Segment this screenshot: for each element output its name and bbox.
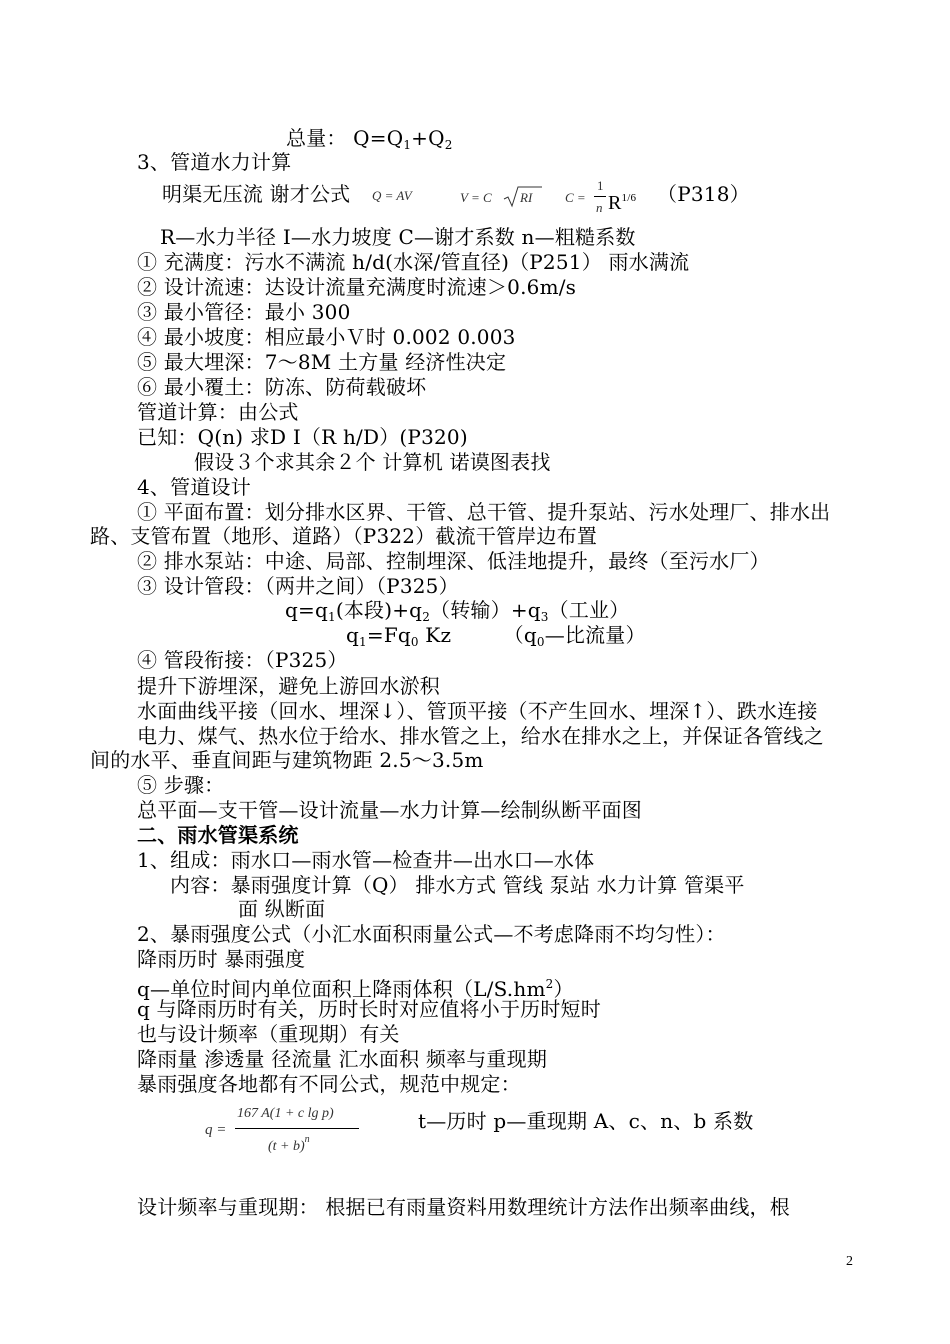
assume-line: 假设３个求其余２个 计算机 诺谟图表找 [194,450,551,474]
steps-sequence: 总平面—支干管—设计流量—水力计算—绘制纵断平面图 [137,798,642,822]
formula-v-c: V = C [460,190,492,205]
design-frequency-line: 设计频率与重现期： 根据已有雨量资料用数理统计方法作出频率曲线，根 [137,1195,790,1219]
section-heading-hydraulic: 3、管道水力计算 [137,150,292,174]
storm-formula-q: q = [205,1122,227,1138]
intensity-formula-intro: 暴雨强度各地都有不同公式，规范中规定： [137,1072,521,1096]
item-plan-layout-cont: 路、支管布置（地形、道路）（P322）截流干管岸边布置 [90,524,598,548]
rainwater-composition: 1、组成：雨水口—雨水管—检查井—出水口—水体 [137,848,595,872]
storm-intensity-heading: 2、暴雨强度公式（小汇水面积雨量公式—不考虑降雨不均匀性）： [137,922,726,946]
joint-note: 提升下游埋深，避免上游回水淤积 [137,674,440,698]
joint-methods: 水面曲线平接（回水、埋深↓）、管顶平接（不产生回水、埋深↑）、跌水连接 [137,699,818,723]
formula-part: Kz （q [418,623,537,647]
formula-part: =Fq [366,623,411,647]
storm-formula-legend: t—历时 p—重现期 A、c、n、b 系数 [418,1109,754,1133]
item-min-diameter: ③ 最小管径：最小 300 [137,300,351,324]
page-number: 2 [846,1254,853,1269]
formula-part: （转输）+q [430,598,541,622]
formula-q-av: Q = AV [372,188,412,203]
denominator-base: (t + b) [268,1139,305,1154]
formula-c-eq: C = [565,190,586,205]
subscript: 3 [540,610,549,624]
q-frequency-relation: 也与设计频率（重现期）有关 [137,1022,400,1046]
item-max-depth: ⑤ 最大埋深：7～8M 土方量 经济性决定 [137,350,507,374]
item-min-cover: ⑥ 最小覆土：防冻、防荷载破坏 [137,375,427,399]
chezy-reference: （P318） [657,182,750,206]
rain-terms: 降雨量 渗透量 径流量 汇水面积 频率与重现期 [137,1047,548,1071]
utility-layout-cont: 间的水平、垂直间距与建筑物距 2.5～3.5m [90,748,484,772]
item-design-segment: ③ 设计管段：（两井之间）（P325） [137,574,459,598]
known-values-line: 已知：Q(n) 求D I（R h/D）(P320) [137,425,468,449]
storm-fraction-line [235,1128,359,1129]
subscript: 0 [410,635,419,649]
formula-part: q=q [285,598,328,622]
subscript: 0 [536,635,545,649]
item-segment-joint: ④ 管段衔接：（P325） [137,648,348,672]
local-flow-formula [346,623,646,654]
item-pump-station: ② 排水泵站：中途、局部、控制埋深、低洼地提升，最终（至污水厂） [137,549,770,573]
subscript: 2 [422,610,431,624]
rainwater-content: 内容：暴雨强度计算（Q） 排水方式 管线 泵站 水力计算 管渠平 [170,873,745,897]
formula-r-power [608,186,636,215]
superscript: 2 [545,977,554,991]
item-plan-layout: ① 平面布置：划分排水区界、干管、总干管、提升泵站、污水处理厂、排水出 [137,500,831,524]
subscript: 1 [403,138,412,152]
formula-part: q [346,623,360,647]
r-symbol: R [608,192,622,214]
formula-frac-num: 1 [597,178,604,193]
r-exponent: 1/6 [621,192,637,204]
item-min-slope: ④ 最小坡度：相应最小Ｖ时 0.002 0.003 [137,325,516,349]
denominator-exponent: n [304,1134,310,1145]
formula-part: (本段)+q [335,598,423,622]
item-design-velocity: ② 设计流速：达设计流量充满度时流速＞0.6m/s [137,275,577,299]
utility-layout: 电力、煤气、热水位于给水、排水管之上，给水在排水之上，并保证各管线之 [137,724,824,748]
subscript: 1 [359,635,367,649]
formula-part: —比流量） [544,623,646,647]
total-flow-line [286,126,453,157]
total-flow-text: 总量： Q=Q [286,126,404,150]
storm-formula-denominator [268,1134,310,1155]
pipe-calc-line: 管道计算：由公式 [137,400,299,424]
fraction-line [594,196,606,197]
subscript: 1 [327,610,336,624]
total-flow-text-mid: +Q [411,126,445,150]
chezy-formula-label: 明渠无压流 谢才公式 [162,182,351,206]
section-heading-pipe-design: 4、管道设计 [137,475,251,499]
formula-frac-den: n [596,200,603,215]
storm-formula-numerator: 167 A(1 + c lg p) [237,1106,334,1121]
q-definition-text: q—单位时间内单位面积上降雨体积（L/S.hm [137,977,546,1001]
q-definition-close: ） [553,977,574,1001]
formula-ri: RI [520,190,533,205]
rainwater-content-cont: 面 纵断面 [238,897,326,921]
q-duration-relation: q 与降雨历时有关，历时长时对应值将小于历时短时 [137,997,601,1021]
item-fill-ratio: ① 充满度：污水不满流 h/d(水深/管直径)（P251） 雨水满流 [137,250,690,274]
section-heading-rainwater: 二、雨水管渠系统 [137,823,299,847]
item-steps: ⑤ 步骤： [137,773,225,797]
variable-legend: R—水力半径 I—水力坡度 C—谢才系数 n—粗糙系数 [160,225,636,249]
subscript: 2 [444,138,453,152]
formula-part: （工业） [548,598,630,622]
rain-duration-line: 降雨历时 暴雨强度 [137,947,306,971]
